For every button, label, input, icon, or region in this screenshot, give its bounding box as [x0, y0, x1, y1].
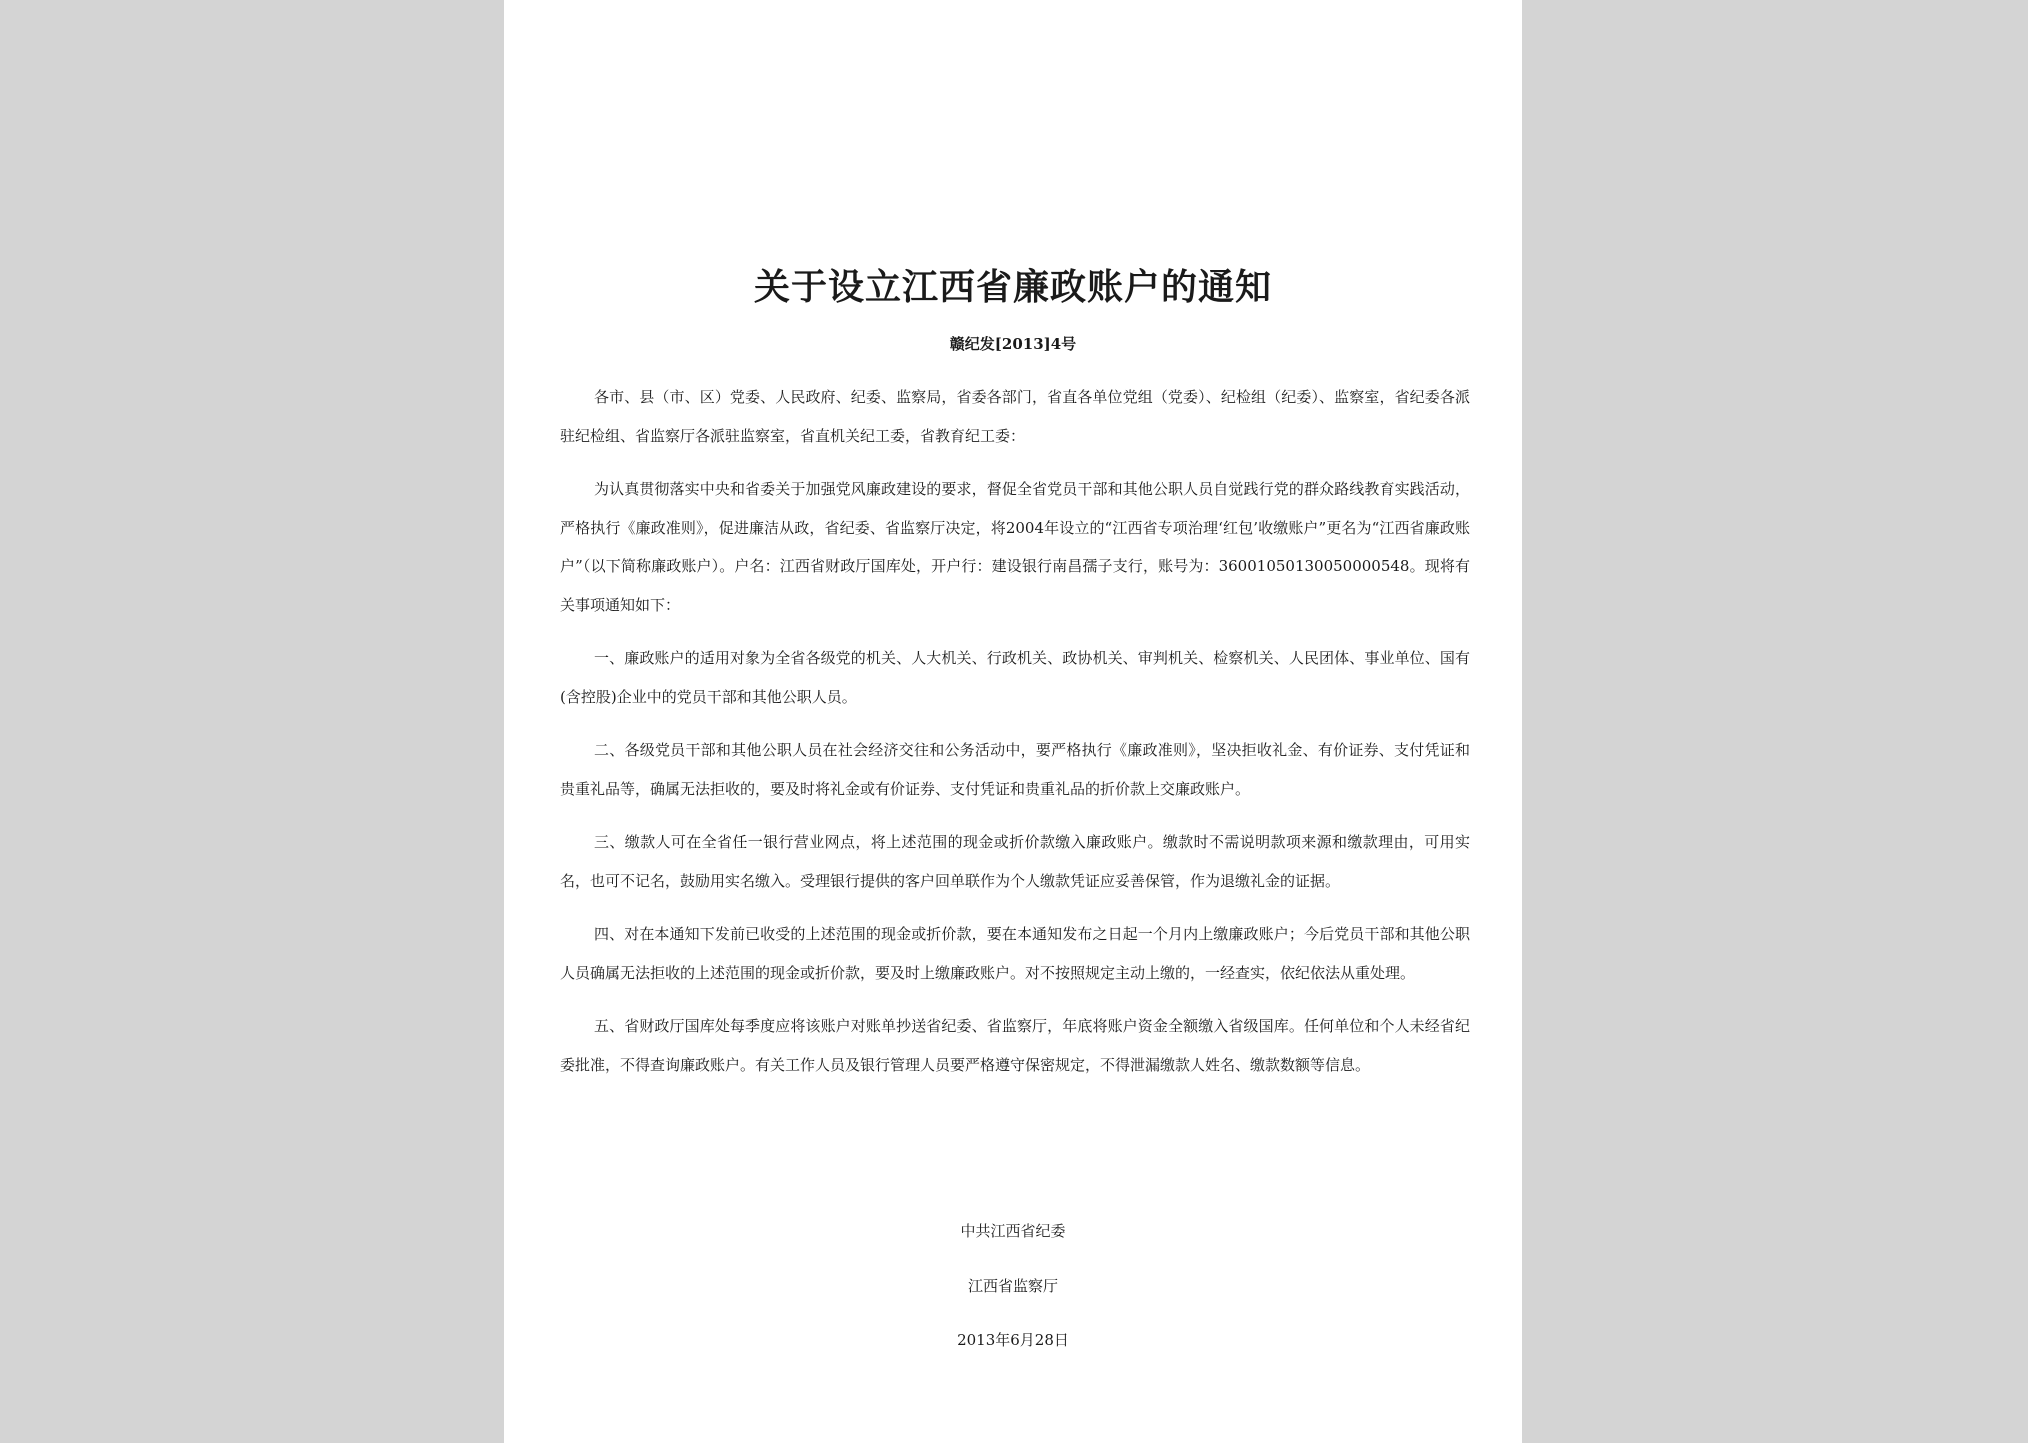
salutation: 各市、县（市、区）党委、人民政府、纪委、监察局，省委各部门，省直各单位党组（党委）、纪检组（纪委）、监察室，省纪委各派驻纪检组、省监察厅各派驻监察室，省直机关纪工委，省教育纪工委： [560, 388, 1470, 445]
document-page [504, 0, 1522, 1443]
document-title: 关于设立江西省廉政账户的通知 [753, 266, 1272, 308]
paragraph-item-2: 二、各级党员干部和其他公职人员在社会经济交往和公务活动中，要严格执行《廉政准则》，坚决拒收礼金、有价证券、支付凭证和贵重礼品等，确属无法拒收的，要及时将礼金或有价证券、支付凭证和贵重礼品的折价款上交廉政账户。 [560, 741, 1470, 798]
paragraph-item-5: 五、省财政厅国库处每季度应将该账户对账单抄送省纪委、省监察厅，年底将账户资金全额缴入省级国库。任何单位和个人未经省纪委批准，不得查询廉政账户。有关工作人员及银行管理人员要严格遵守保密规定，不得泄漏缴款人姓名、缴款数额等信息。 [560, 1017, 1470, 1074]
document-body [560, 378, 1470, 1099]
paragraph-item-1: 一、廉政账户的适用对象为全省各级党的机关、人大机关、行政机关、政协机关、审判机关、检察机关、人民团体、事业单位、国有(含控股)企业中的党员干部和其他公职人员。 [560, 649, 1470, 706]
document-number: 赣纪发[2013]4号 [949, 335, 1077, 353]
signature-issuer-2: 江西省监察厅 [967, 1277, 1058, 1295]
signature-date: 2013年6月28日 [957, 1331, 1069, 1349]
paragraph-item-4: 四、对在本通知下发前已收受的上述范围的现金或折价款，要在本通知发布之日起一个月内上缴廉政账户；今后党员干部和其他公职人员确属无法拒收的上述范围的现金或折价款，要及时上缴廉政账户。对不按照规定主动上缴的，一经查实，依纪依法从重处理。 [560, 925, 1470, 982]
paragraph-item-3: 三、缴款人可在全省任一银行营业网点，将上述范围的现金或折价款缴入廉政账户。缴款时不需说明款项来源和缴款理由，可用实名，也可不记名，鼓励用实名缴入。受理银行提供的客户回单联作为个人缴款凭证应妥善保管，作为退缴礼金的证据。 [560, 833, 1470, 890]
signature-issuer-1: 中共江西省纪委 [960, 1222, 1066, 1240]
paragraph-intro: 为认真贯彻落实中央和省委关于加强党风廉政建设的要求，督促全省党员干部和其他公职人员自觉践行党的群众路线教育实践活动，严格执行《廉政准则》，促进廉洁从政，省纪委、省监察厅决定，将2004年设立的“江西省专项治理‘红包’收缴账户”更名为“江西省廉政账户”（以下简称廉政账户）。户名：江西省财政厅国库处，开户行：建设银行南昌孺子支行，账号为：36001050130050000548。现将有关事项通知如下： [560, 480, 1470, 614]
